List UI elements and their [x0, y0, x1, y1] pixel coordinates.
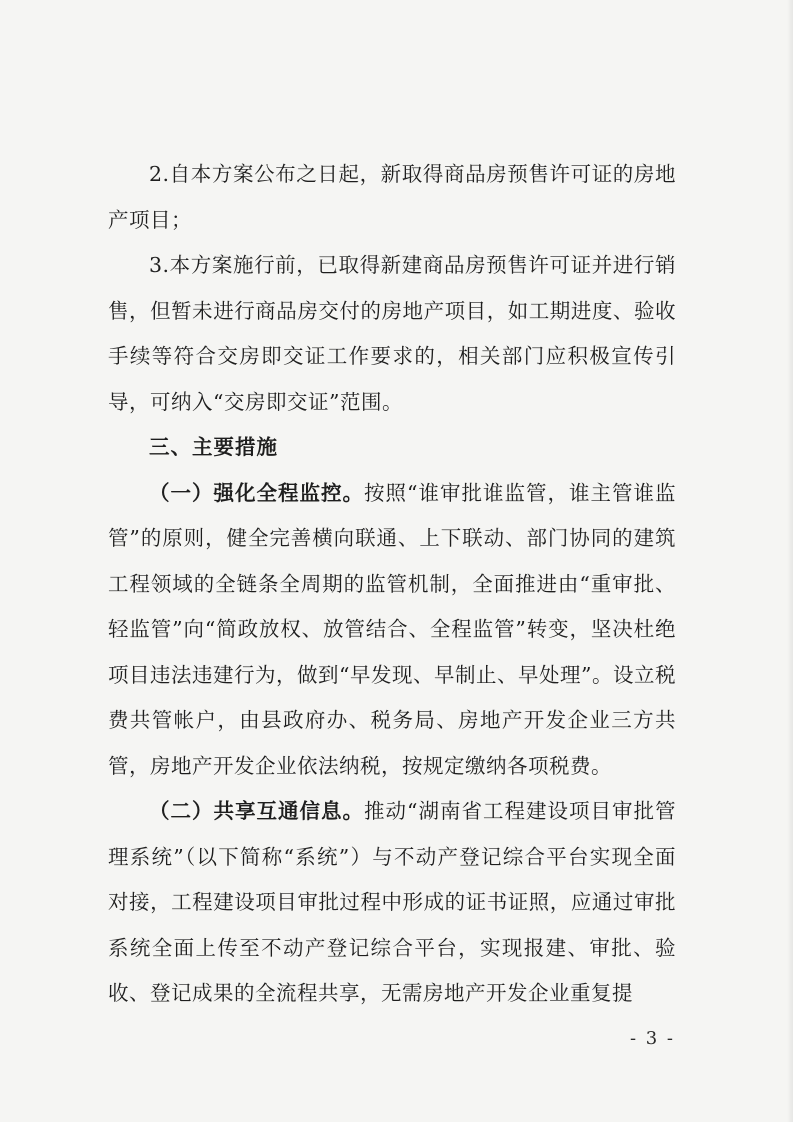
measure-body-2: 推动“湖南省工程建设项目审批管理系统”（以下简称“系统”）与不动产登记综合平台实现全面对接，工程建设项目审批过程中形成的证书证照，应通过审批系统全面上传至不动产登记综合平台，实现报建、审批、验收、登记成果的全流程共享，无需房地产开发企业重复提 — [108, 799, 677, 1005]
document-body — [108, 152, 676, 1017]
page-number: - 3 - — [629, 1028, 675, 1049]
measure-paragraph-2 — [108, 789, 676, 1017]
measure-body-1: 按照“谁审批谁监管，谁主管谁监管”的原则，健全完善横向联通、上下联动、部门协同的建筑工程领域的全链条全周期的监管机制，全面推进由“重审批、轻监管”向“简政放权、放管结合、全程监管”转变，坚决杜绝项目违法违建行为，做到“早发现、早制止、早处理”。设立税费共管帐户，由县政府办、税务局、房地产开发企业三方共管，房地产开发企业依法纳税，按规定缴纳各项税费。 — [108, 480, 677, 778]
scan-edge-shadow — [787, 0, 793, 1122]
measure-paragraph-1 — [108, 471, 676, 790]
measure-lead-2: （二）共享互通信息。 — [149, 799, 365, 823]
paragraph-item-3: 3.本方案施行前，已取得新建商品房预售许可证并进行销售，但暂未进行商品房交付的房地产项目，如工期进度、验收手续等符合交房即交证工作要求的，相关部门应积极宣传引导，可纳入“交房即交证”范围。 — [108, 253, 676, 414]
section-heading: 三、主要措施 — [149, 435, 278, 459]
measure-lead-1: （一）强化全程监控。 — [149, 480, 365, 505]
paragraph-item-2: 2.自本方案公布之日起，新取得商品房预售许可证的房地产项目； — [108, 162, 676, 232]
